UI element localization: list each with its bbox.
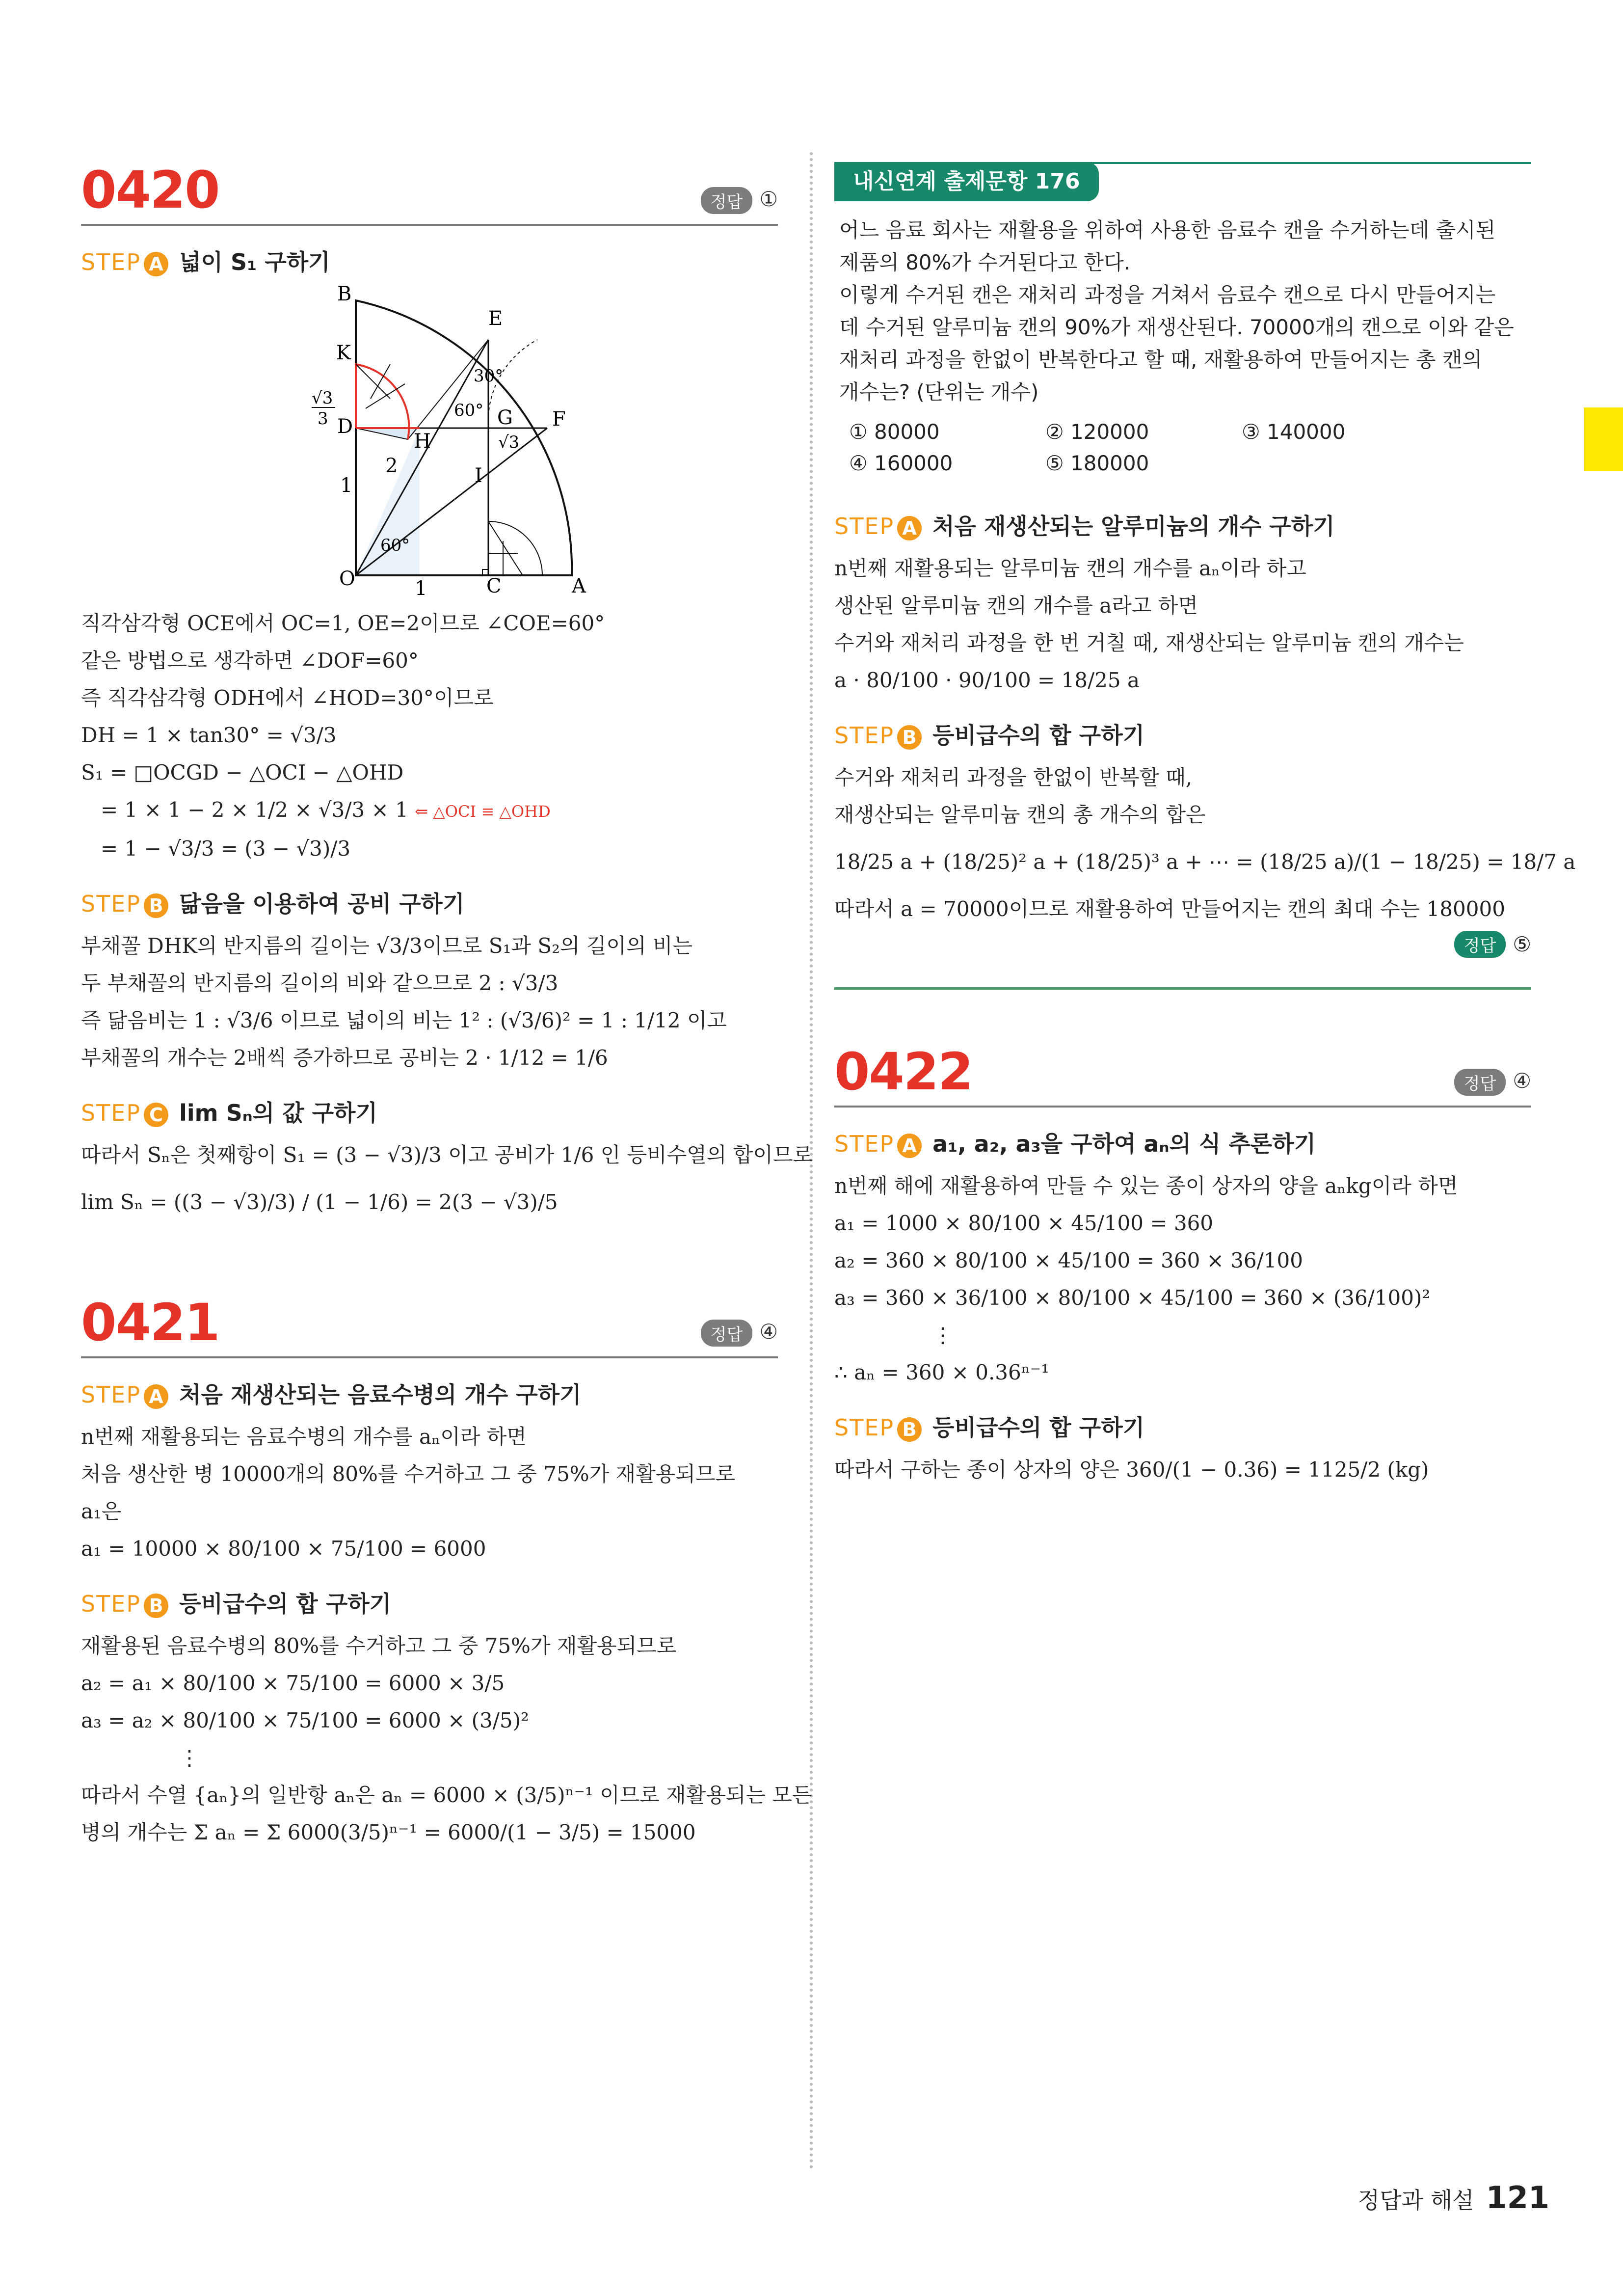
solution-line: 생산된 알루미늄 캔의 개수를 a라고 하면 xyxy=(834,594,1198,618)
problem-number: 0421 xyxy=(81,1293,219,1352)
svg-text:√3: √3 xyxy=(312,388,333,408)
label-H: H xyxy=(414,430,431,453)
step-heading: STEP A 처음 재생산되는 음료수병의 개수 구하기 xyxy=(81,1381,582,1408)
solution-line: a₁은 xyxy=(81,1499,122,1523)
solution-line: 같은 방법으로 생각하면 ∠DOF=60° xyxy=(81,648,419,673)
solution-line: 따라서 수열 {aₙ}의 일반항 aₙ은 aₙ = 6000 × (3/5)ⁿ⁻¹ 이므로 재활용되는 모든 xyxy=(81,1783,812,1807)
answer-label xyxy=(834,931,1531,958)
solution-line: a₂ = a₁ × 80/100 × 75/100 = 6000 × 3/5 xyxy=(81,1671,505,1695)
solution-line: 수거와 재처리 과정을 한 번 거칠 때, 재생산되는 알루미늄 캔의 개수는 xyxy=(834,631,1464,655)
answer-badge: 정답 xyxy=(701,1320,753,1347)
solution-line: 두 부채꼴의 반지름의 길이의 비와 같으므로 2 : √3/3 xyxy=(81,971,559,995)
choice-4: ④ 160000 xyxy=(849,451,953,475)
right-column xyxy=(834,147,1576,1488)
answer-value: ① xyxy=(759,187,778,211)
solution-line: a₂ = 360 × 80/100 × 45/100 = 360 × 36/100 xyxy=(834,1248,1303,1272)
left-column xyxy=(81,147,813,1851)
question-line: 데 수거된 알루미늄 캔의 90%가 재생산된다. 70000개의 캔으로 이와 같은 xyxy=(839,315,1514,339)
svg-text:3: 3 xyxy=(318,409,328,429)
page-number: 121 xyxy=(1486,2180,1549,2215)
answer-value: ⑤ xyxy=(1513,932,1531,956)
choice-1: ① 80000 xyxy=(849,420,940,444)
solution-line: n번째 재활용되는 음료수병의 개수를 aₙ이라 하면 xyxy=(81,1425,527,1449)
answer-badge: 정답 xyxy=(1454,931,1506,958)
label-D: D xyxy=(337,415,353,438)
solution-line: 병의 개수는 Σ aₙ = Σ 6000(3/5)ⁿ⁻¹ = 6000/(1 − 3/5) = 15000 xyxy=(81,1820,696,1844)
question-line: 이렇게 수거된 캔은 재처리 과정을 거쳐서 음료수 캔으로 다시 만들어지는 xyxy=(839,283,1496,307)
question-line: 재처리 과정을 한없이 반복한다고 할 때, 재활용하여 만들어지는 총 캔의 xyxy=(839,348,1483,372)
question-line: 제품의 80%가 수거된다고 한다. xyxy=(839,250,1131,274)
related-problem-tag: 내신연계 출제문항 176 xyxy=(834,162,1099,201)
solution-line: 부채꼴 DHK의 반지름의 길이는 √3/3이므로 S₁과 S₂의 길이의 비는 xyxy=(81,934,693,958)
solution-line: 즉 닮음비는 1 : √3/6 이므로 넓이의 비는 1² : (√3/6)² = 1 : 1/12 이고 xyxy=(81,1008,727,1032)
step-heading: STEP B 닮음을 이용하여 공비 구하기 xyxy=(81,891,465,917)
solution-line: n번째 해에 재활용하여 만들 수 있는 종이 상자의 양을 aₙkg이라 하면 xyxy=(834,1174,1458,1198)
svg-text:1: 1 xyxy=(415,577,427,600)
footer-label: 정답과 해설 xyxy=(1357,2187,1474,2214)
label-K: K xyxy=(336,342,351,364)
label-B: B xyxy=(337,286,352,305)
step-heading: STEP B 등비급수의 합 구하기 xyxy=(81,1591,392,1617)
problem-header-0422 xyxy=(834,1029,1531,1107)
step-heading: STEP A 넓이 S₁ 구하기 xyxy=(81,249,330,275)
answer-value: ④ xyxy=(759,1320,778,1344)
answer-value: ④ xyxy=(1513,1069,1531,1093)
solution-line: DH = 1 × tan30° = √3/3 xyxy=(81,723,337,747)
svg-text:30°: 30° xyxy=(474,366,504,386)
question-line: 어느 음료 회사는 재활용을 위하여 사용한 음료수 캔을 수거하는데 출시된 xyxy=(839,218,1496,242)
related-problem-header xyxy=(834,147,1531,194)
solution-line: 수거와 재처리 과정을 한없이 반복할 때, xyxy=(834,765,1193,789)
choice-list xyxy=(834,416,1531,479)
solution-line: 따라서 구하는 종이 상자의 양은 360/(1 − 0.36) = 1125/2 (kg) xyxy=(834,1458,1429,1482)
question-line: 개수는? (단위는 개수) xyxy=(839,380,1039,404)
choice-2: ② 120000 xyxy=(1045,420,1149,444)
svg-text:1: 1 xyxy=(340,474,353,497)
solution-line: 직각삼각형 OCE에서 OC=1, OE=2이므로 ∠COE=60° xyxy=(81,611,605,635)
page-footer xyxy=(1358,2180,1549,2215)
solution-line: a₃ = 360 × 36/100 × 80/100 × 45/100 = 360 × (36/100)² xyxy=(834,1286,1431,1310)
label-A: A xyxy=(572,575,586,597)
answer-badge: 정답 xyxy=(701,187,753,214)
solution-line: a · 80/100 · 90/100 = 18/25 a xyxy=(834,668,1140,692)
answer-label xyxy=(701,187,778,214)
svg-text:2: 2 xyxy=(385,455,398,477)
label-G: G xyxy=(497,406,513,429)
solution-line: 18/25 a + (18/25)² a + (18/25)³ a + ⋯ = (18/25 a)/(1 − 18/25) = 18/7 a xyxy=(834,850,1576,874)
solution-line: ⋮ xyxy=(932,1323,953,1347)
step-heading: STEP B 등비급수의 합 구하기 xyxy=(834,722,1145,749)
solution-line: n번째 재활용되는 알루미늄 캔의 개수를 aₙ이라 하고 xyxy=(834,556,1306,580)
solution-line: a₁ = 10000 × 80/100 × 75/100 = 6000 xyxy=(81,1537,486,1561)
congruence-note: ⇐ △OCI ≡ △OHD xyxy=(415,802,551,821)
step-heading: STEP B 등비급수의 합 구하기 xyxy=(834,1414,1145,1441)
solution-line: a₁ = 1000 × 80/100 × 45/100 = 360 xyxy=(834,1211,1214,1235)
problem-header-0420 xyxy=(81,147,778,226)
label-I: I xyxy=(475,464,482,487)
quarter-circle-figure xyxy=(292,286,596,600)
solution-line: 재활용된 음료수병의 80%를 수거하고 그 중 75%가 재활용되므로 xyxy=(81,1634,677,1658)
solution-line: 즉 직각삼각형 ODH에서 ∠HOD=30°이므로 xyxy=(81,686,494,710)
svg-text:60°: 60° xyxy=(454,401,484,420)
answer-label xyxy=(1454,1069,1531,1096)
solution-line: a₃ = a₂ × 80/100 × 75/100 = 6000 × (3/5)² xyxy=(81,1708,529,1732)
section-divider xyxy=(834,987,1531,990)
problem-header-0421 xyxy=(81,1280,778,1358)
solution-line: S₁ = □OCGD − △OCI − △OHD xyxy=(81,760,404,784)
solution-line: 처음 생산한 병 10000개의 80%를 수거하고 그 중 75%가 재활용되므로 xyxy=(81,1462,736,1486)
step-heading: STEP A 처음 재생산되는 알루미늄의 개수 구하기 xyxy=(834,513,1335,540)
answer-label xyxy=(701,1320,778,1347)
solution-line: ⋮ xyxy=(179,1746,200,1770)
solution-line: 따라서 Sₙ은 첫째항이 S₁ = (3 − √3)/3 이고 공비가 1/6 인 등비수열의 합이므로 xyxy=(81,1143,813,1167)
answer-badge: 정답 xyxy=(1454,1069,1506,1096)
solution-line: 재생산되는 알루미늄 캔의 총 개수의 합은 xyxy=(834,803,1206,827)
step-heading: STEP C lim Sₙ의 값 구하기 xyxy=(81,1100,377,1126)
solution-line: 부채꼴의 개수는 2배씩 증가하므로 공비는 2 · 1/12 = 1/6 xyxy=(81,1046,608,1070)
solution-line: 따라서 a = 70000이므로 재활용하여 만들어지는 캔의 최대 수는 180000 xyxy=(834,897,1505,921)
solution-line: = 1 × 1 − 2 × 1/2 × √3/3 × 1 ⇐ △OCI ≡ △OHD xyxy=(101,798,551,822)
svg-text:√3: √3 xyxy=(498,432,520,452)
solution-line: lim Sₙ = ((3 − √3)/3) / (1 − 1/6) = 2(3 − √3)/5 xyxy=(81,1190,558,1214)
label-E: E xyxy=(488,307,503,330)
label-F: F xyxy=(552,408,566,431)
label-C: C xyxy=(486,575,502,597)
choice-5: ⑤ 180000 xyxy=(1045,451,1149,475)
solution-line: ∴ aₙ = 360 × 0.36ⁿ⁻¹ xyxy=(834,1360,1049,1384)
step-heading: STEP A a₁, a₂, a₃을 구하여 aₙ의 식 추론하기 xyxy=(834,1131,1316,1157)
problem-number: 0420 xyxy=(81,160,219,220)
label-O: O xyxy=(339,567,355,590)
problem-number: 0422 xyxy=(834,1042,973,1102)
chapter-tab xyxy=(1584,407,1623,471)
solution-line: = 1 − √3/3 = (3 − √3)/3 xyxy=(101,837,351,861)
choice-3: ③ 140000 xyxy=(1242,420,1346,444)
svg-text:60°: 60° xyxy=(380,536,410,555)
